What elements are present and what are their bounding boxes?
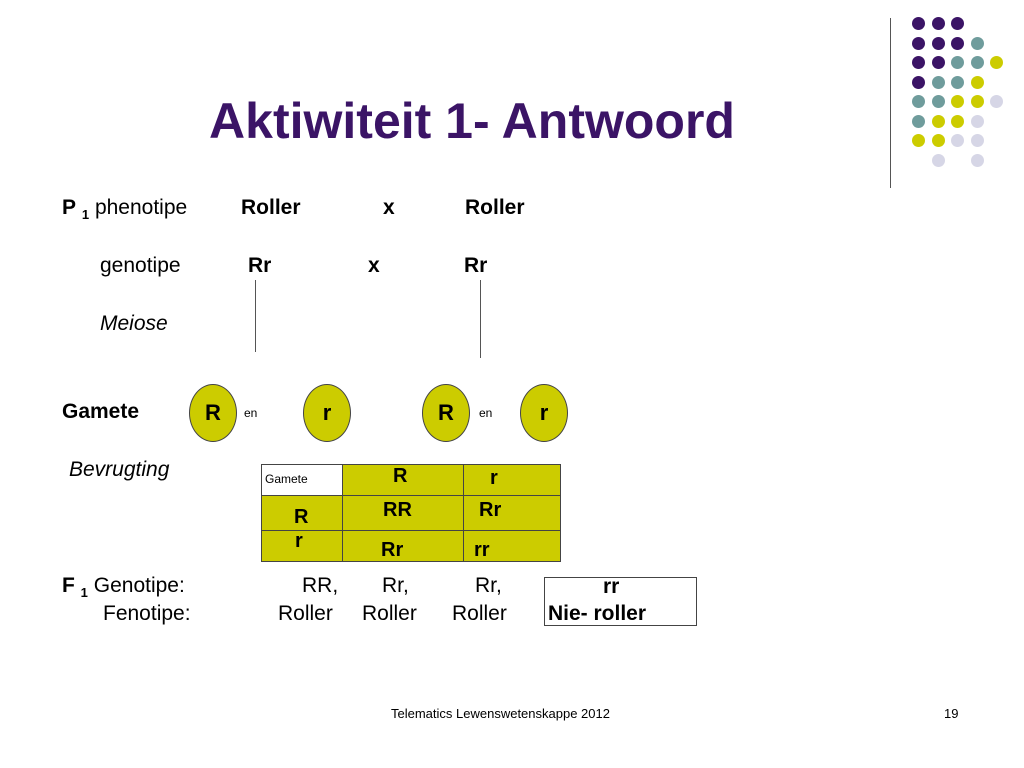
genotype-label: genotipe	[100, 254, 181, 277]
gamete-circle-1: R	[189, 384, 237, 442]
decorative-dot	[951, 76, 964, 89]
decorative-dot	[971, 76, 984, 89]
p1-label-sub: 1	[81, 207, 90, 223]
parent-genotype-right: Rr	[464, 254, 488, 277]
decorative-dot	[951, 37, 964, 50]
punnett-r1c2-text: Rr	[479, 499, 502, 521]
decorative-dot	[951, 56, 964, 69]
punnett-r2c2-text: rr	[474, 539, 490, 561]
decorative-dot	[990, 56, 1003, 69]
page-number: 19	[944, 706, 959, 721]
decorative-dot	[912, 56, 925, 69]
decorative-dot	[971, 154, 984, 167]
gamete-and-2: en	[479, 406, 493, 420]
punnett-col1-text: R	[393, 465, 408, 487]
punnett-row2-text: r	[295, 530, 303, 552]
meiosis-line-right	[480, 280, 481, 358]
f1-genotype-3: Rr,	[475, 574, 502, 597]
gamete-circle-3: R	[422, 384, 470, 442]
decorative-dot	[932, 154, 945, 167]
f1-phenotype-2: Roller	[362, 602, 417, 625]
decorative-dot	[951, 115, 964, 128]
punnett-r2c1-text: Rr	[381, 539, 404, 561]
punnett-col2-text: r	[490, 467, 498, 489]
genotype-cross: x	[368, 254, 380, 277]
fertilisation-label: Bevrugting	[69, 458, 170, 481]
p1-label-text: P	[62, 196, 77, 219]
phenotype-cross: x	[383, 196, 395, 219]
decorative-dot	[971, 37, 984, 50]
parent-phenotype-right: Roller	[465, 196, 525, 219]
recessive-result-box	[544, 577, 697, 626]
f1-genotype-label: Genotipe:	[93, 574, 185, 597]
gamete-circle-4: r	[520, 384, 568, 442]
f1-genotype-1: RR,	[302, 574, 339, 597]
parent-phenotype-left: Roller	[241, 196, 301, 219]
meiosis-line-left	[255, 280, 256, 352]
punnett-cell-r1c2	[463, 495, 561, 531]
punnett-row1-text: R	[294, 506, 309, 528]
decorative-dot	[990, 95, 1003, 108]
phenotype-label: phenotipe	[94, 196, 188, 219]
footer-text: Telematics Lewenswetenskappe 2012	[391, 706, 610, 721]
decorative-dot	[912, 76, 925, 89]
p1-label	[62, 196, 187, 222]
decorative-dot	[912, 17, 925, 30]
decorative-dot	[932, 76, 945, 89]
gamete-circle-2: r	[303, 384, 351, 442]
slide-title: Aktiwiteit 1- Antwoord	[209, 93, 735, 149]
f1-genotype-4: rr	[603, 575, 620, 598]
decorative-dot	[932, 17, 945, 30]
punnett-r1c1-text: RR	[383, 499, 412, 521]
decorative-dot	[951, 95, 964, 108]
decorative-dot	[912, 37, 925, 50]
f1-phenotype-4: Nie- roller	[548, 602, 647, 625]
decorative-dot	[971, 134, 984, 147]
f1-label-text: F	[62, 574, 75, 597]
f1-label-sub: 1	[80, 585, 88, 601]
decorative-dot	[932, 56, 945, 69]
punnett-corner-text: Gamete	[265, 472, 308, 486]
decorative-dot	[951, 17, 964, 30]
decorative-dot	[971, 56, 984, 69]
f1-phenotype-3: Roller	[452, 602, 507, 625]
f1-genotype-2: Rr,	[382, 574, 409, 597]
parent-genotype-left: Rr	[248, 254, 272, 277]
meiosis-label: Meiose	[100, 312, 168, 335]
decorative-dot	[971, 95, 984, 108]
decorative-dot	[951, 134, 964, 147]
gametes-label: Gamete	[62, 400, 140, 423]
gamete-and-1: en	[244, 406, 258, 420]
decorative-dot	[932, 37, 945, 50]
f1-label	[62, 574, 185, 600]
f1-phenotype-1: Roller	[278, 602, 333, 625]
decorative-dot	[971, 115, 984, 128]
f1-phenotype-label: Fenotipe:	[103, 602, 191, 625]
punnett-square	[261, 464, 561, 562]
punnett-header-col2	[463, 464, 561, 496]
